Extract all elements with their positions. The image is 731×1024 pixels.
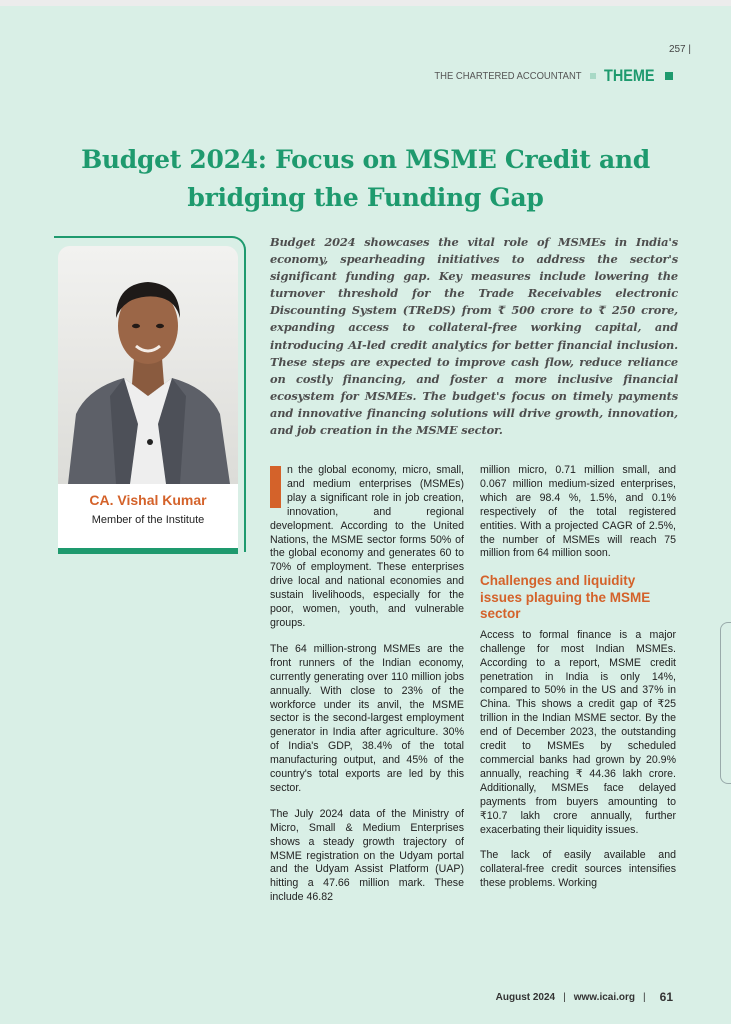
author-name: CA. Vishal Kumar <box>89 492 207 508</box>
paragraph <box>270 464 464 631</box>
author-portrait-icon <box>58 246 238 484</box>
page-footer <box>496 990 673 1004</box>
portrait-illustration <box>58 246 238 484</box>
header-square-light <box>590 73 596 79</box>
author-caption <box>58 484 238 554</box>
drop-cap-i <box>270 466 281 508</box>
paragraph: Access to formal finance is a major challenge for most Indian MSMEs. According to a report, MSME credit penetration in India is only 14%, compared to 50% in the US and 37% in China. This shows a credit gap of ₹25 trillion in the Indian MSME sector. By the end of December 2023, the outstanding credit to MSMEs by scheduled commercial banks had grown by 20.9% annually, reaching ₹ 44.36 lakh crore. Additionally, MSMEs face delayed payments from buyers amounting to ₹10.7 lakh crore annually, further exacerbating their liquidity issues. <box>480 628 676 836</box>
issue-date: August 2024 <box>495 991 556 1003</box>
publication-name: THE CHARTERED ACCOUNTANT <box>434 70 582 82</box>
section-subheading: Challenges and liquidity issues plaguing the MSME sector <box>480 573 651 622</box>
paragraph: million micro, 0.71 million small, and 0.067 million medium-sized enterprises, which are 98.4 %, 1.5%, and 0.1% respectively of the total registered entities. With a projected CAGR of 2.5%, the number of MSMEs will reach 75 million from 64 million soon. <box>480 464 676 560</box>
author-role: Member of the Institute <box>91 514 205 526</box>
website-link[interactable]: www.icai.org <box>573 991 636 1003</box>
article-abstract: Budget 2024 showcases the vital role of MSMEs in India's economy, spearheading initiatives to address the sector's significant funding gap. Key measures include lowering the turnover threshold for the Trade Receivables electronic Discounting System (TReDS) from ₹ 500 crore to ₹ 250 crore, expanding access to collateral-free working capital, and introducing AI-led credit analytics for better financial inclusion. These steps are expected to improve cash flow, reduce reliance on costly financing, and foster a more inclusive financial ecosystem for MSMEs. The budget's focus on timely payments and innovative financing solutions will drive growth, innovation, and job creation in the MSME sector. <box>270 235 678 438</box>
paragraph: The lack of easily available and collateral-free credit sources intensifies these problems. Working <box>480 849 676 890</box>
footer-separator: | <box>563 991 566 1003</box>
body-column-1 <box>270 464 464 917</box>
section-label: THEME <box>603 66 655 85</box>
folio-number: 257 | <box>668 44 691 55</box>
body-column-2 <box>480 464 676 903</box>
page-number: 61 <box>659 990 673 1004</box>
header-square-icon <box>665 72 673 80</box>
magazine-page <box>0 6 731 1024</box>
paragraph: The July 2024 data of the Ministry of Micro, Small & Medium Enterprises shows a steady growth trajectory of MSME registration on the Udyam portal and the Udyam Assist Platform (UAP) hitting a 47.66 million mark. These include 46.82 <box>270 807 464 904</box>
page-edge-tab <box>720 622 731 784</box>
footer-separator: | <box>643 991 646 1003</box>
paragraph: The 64 million-strong MSMEs are the front runners of the Indian economy, currently generating over 110 million jobs annually. With close to 23% of the workforce under its anvil, the MSME sector is the second-largest employment generator in India after agriculture. 30% of India's GDP, 38.4% of the total manufacturing output, and 45% of the country's total exports are led by this sector. <box>270 642 464 794</box>
paragraph-text: n the global economy, micro, small, and medium enterprises (MSMEs) play a significant role in job creation, innovation, and regional development. According to the United Nations, the MSME sector forms 50% of the global economy and generates 60 to 70% of employment. These enterprises drive local and national economies and sustain livelihoods, especially for the poor, women, youth, and vulnerable groups. <box>270 464 464 629</box>
article-title: Budget 2024: Focus on MSME Credit and bridging the Funding Gap <box>81 144 650 212</box>
running-header <box>418 66 673 86</box>
